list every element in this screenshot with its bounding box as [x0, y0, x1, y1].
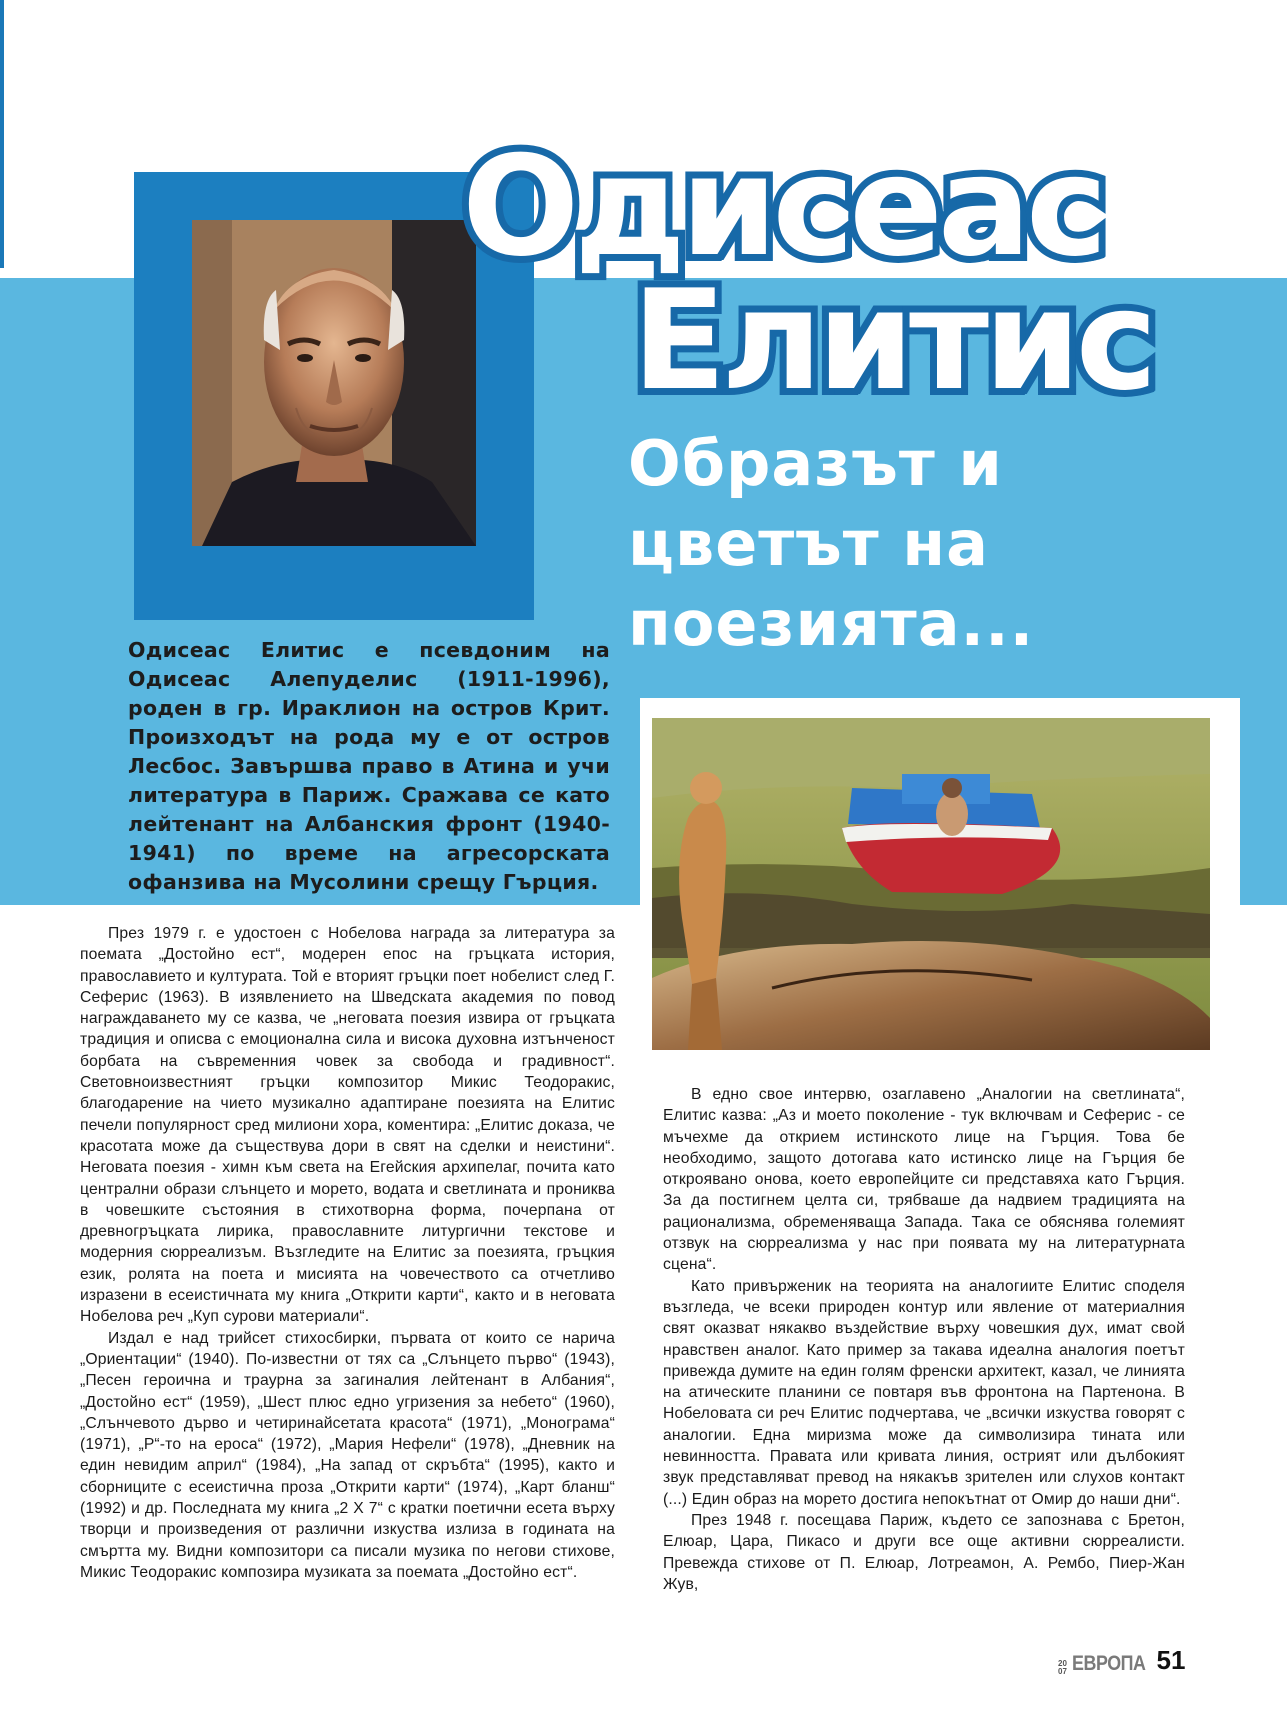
subtitle-line: цветът на: [628, 507, 989, 580]
body-column-left: [80, 923, 615, 1583]
boat-photo: [652, 718, 1210, 1050]
body-paragraph: През 1948 г. посещава Париж, където се запознава с Бретон, Елюар, Цара, Пикасо и други все още активни сюрреалисти. Превежда стихове от П. Елюар, Лотреамон, А. Рембо, Пиер-Жан Жув,: [663, 1511, 1185, 1593]
body-paragraph: През 1979 г. е удостоен с Нобелова награда за литература за поемата „Достойно ест“, модерен епос на гръцката история, православието и културата. Той е вторият гръцки поет нобелист след Г. Сеферис (1963). В изявлението на Шведската академия по повод награждаването му се казва, че „неговата поезия извира от гръцката традиция и описва с емоционална сила и висока духовна изтънченост борбата на съвременния човек за свобода и градивност“. Световноизвестният гръцки композитор Микис Теодоракис, благодарение на чието музикално адаптиране поезията на Елитис печели популярност сред милиони хора, коментира: „Елитис доказа, че красотата може да съществува дори в свят на сделки и неистини“. Неговата поезия - химн към света на Егейския архипелаг, почита като централни образи слънцето и морето, водата и светлината и прониква в човешките състояния в стихотворна форма, почерпана от древногръцката лирика, православните литургични текстове и модерния сюрреализъм. Възгледите на Елитис за поезията, гръцкия език, ролята на поета и мисията на човечеството са отчетливо изразени в есеистичната му книга „Открити карти“, както и в неговата Нобелова реч „Куп сурови материали“.: [80, 925, 615, 1326]
boat-painting-illustration: [652, 718, 1210, 1050]
body-column-right: [663, 1084, 1185, 1595]
magazine-name: ЕВРОПА: [1072, 1652, 1146, 1675]
portrait-illustration: [192, 220, 476, 546]
page-number: 51: [1156, 1645, 1186, 1675]
subtitle-line: поезията...: [628, 587, 1035, 660]
title-line-last-name: Елитис: [632, 260, 1153, 421]
body-paragraph: В едно свое интервю, озаглавено „Аналогии на светлината“, Елитис казва: „Аз и моето поколение - тук включвам и Сеферис - се мъчехме да открием истинското лице на Гърция. Това бе необходимо, защото дотогава като истинско лице на Гърция бе откроявано онова, което европейците си представяха като Гърция. За да постигнем целта си, трябваше да надвием традицията на рационализма, обременяваща Запада. Така се обяснява големият отзвук на сюрреализма у нас при появата му на литературната сцена“.: [663, 1086, 1185, 1274]
portrait-photo: [192, 220, 476, 546]
magazine-year: 2007: [1058, 1659, 1067, 1676]
page-footer: [1058, 1645, 1186, 1676]
article-subtitle: [628, 424, 1228, 664]
body-paragraph: Като привърженик на теорията на аналогиите Елитис споделя възгледа, че всеки природен контур или явление от материалния свят оказват някакво въздействие върху човешкия дух, имат свой нравствен аналог. Като пример за такава идеална аналогия поетът привежда думите на един голям френски архитект, казал, че линията на атическите планини се повтаря във фронтона на Партенона. В Нобеловата си реч Елитис подчертава, че „всички изкуства говорят с аналогии. Една миризма може да символизира тината или невинността. Правата или кривата линия, острият или дълбокият звук представляват превод на някакъв зрителен или слухов контакт (...) Един образ на морето достига непокътнат от Омир до наши дни“.: [663, 1277, 1185, 1508]
subtitle-line: Образът и: [628, 427, 1003, 500]
article-title: [462, 126, 1153, 421]
left-edge-rule: [0, 0, 4, 268]
title-line-first-name: Одисеас: [462, 126, 1103, 287]
lead-paragraph: Одисеас Елитис е псевдоним на Одисеас Алепуделис (1911-1996), роден в гр. Ираклион на остров Крит. Произходът на рода му е от остров Лесбос. Завършва право в Атина и учи литература в Париж. Сражава се като лейтенант на Албанския фронт (1940-1941) по време на агресорската офанзива на Мусолини срещу Гърция.: [128, 638, 610, 894]
body-paragraph: Издал е над трийсет стихосбирки, първата от които се нарича „Ориентации“ (1940). По-известни от тях са „Слънцето първо“ (1943), „Песен героична и траурна за загиналия лейтенант в Албания“, „Достойно ест“ (1959), „Шест плюс едно угризения за небето“ (1960), „Слънчевото дърво и четиринайсетата красота“ (1971), „Монограма“ (1971), „Р“-то на ероса“ (1972), „Мария Нефели“ (1978), „Дневник на един невидим април“ (1984), „На запад от скръбта“ (1995), както и сборниците с есеистична проза „Открити карти“ (1974), „Карт бланш“ (1992) и др. Последната му книга „2 Х 7“ с кратки поетични есета върху творци и произведения от различни изкуства излиза в годината на смъртта му. Видни композитори са писали музика по негови стихове, Микис Теодоракис композира музиката за поемата „Достойно ест“.: [80, 1329, 615, 1581]
